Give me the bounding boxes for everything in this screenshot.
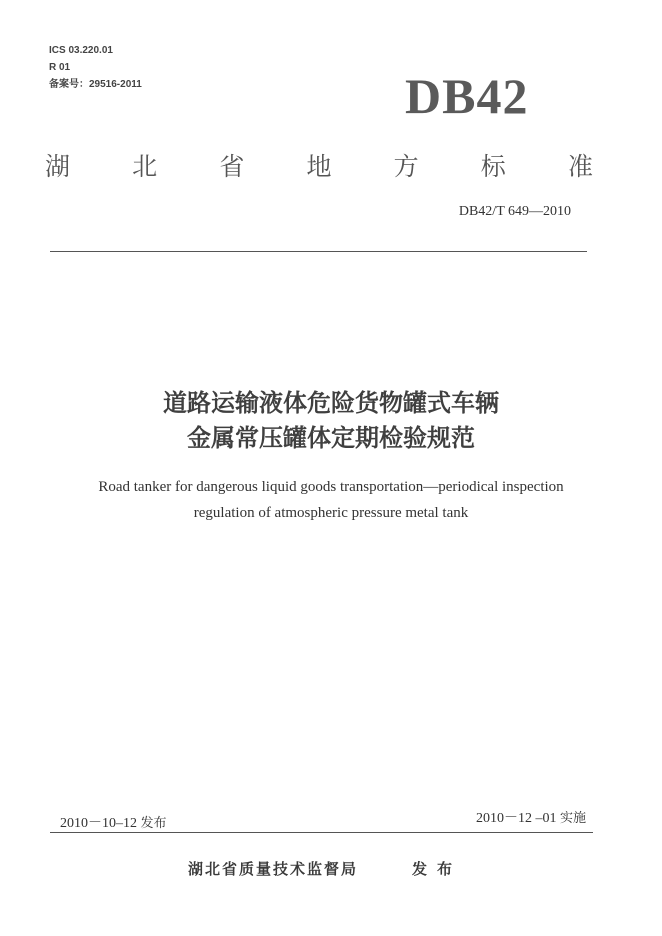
issue-label: 发布 <box>140 816 167 831</box>
implementation-label: 实施 <box>559 811 586 826</box>
title-chinese-line-2: 金属常压罐体定期检验规范 <box>187 424 475 452</box>
standard-type-char: 准 <box>567 152 593 181</box>
bottom-divider <box>50 832 593 833</box>
standard-number: DB42/T 649—2010 <box>458 204 571 219</box>
title-english-line-1: Road tanker for dangerous liquid goods transportation—periodical inspection <box>98 479 564 495</box>
title-chinese-line-1: 道路运输液体危险货物罐式车辆 <box>163 389 499 417</box>
implementation-date-block <box>476 810 586 828</box>
classification-block <box>49 42 142 93</box>
standard-code: DB42 <box>405 68 529 124</box>
standard-type-char: 标 <box>480 152 506 181</box>
top-divider <box>50 251 587 252</box>
issue-date-block <box>60 815 167 833</box>
standard-type-char: 省 <box>219 152 245 181</box>
implementation-date: 2010－12 –01 <box>475 811 557 826</box>
ics-code: ICS 03.220.01 <box>49 45 113 56</box>
title-english-line-2: regulation of atmospheric pressure metal tank <box>193 505 469 521</box>
issue-date: 2010－10–12 <box>60 816 137 831</box>
standard-type-char: 湖 <box>45 152 71 181</box>
standard-type-heading <box>45 150 593 184</box>
ccs-code: R 01 <box>49 62 71 73</box>
standard-type-char: 北 <box>132 152 158 181</box>
standard-type-char: 方 <box>393 152 419 181</box>
standard-type-char: 地 <box>306 152 332 181</box>
filing-number: 备案号：29516-2011 <box>49 79 142 90</box>
issuer-label: 发布 <box>412 860 463 878</box>
issuing-authority: 湖北省质量技术监督局 <box>188 860 359 878</box>
